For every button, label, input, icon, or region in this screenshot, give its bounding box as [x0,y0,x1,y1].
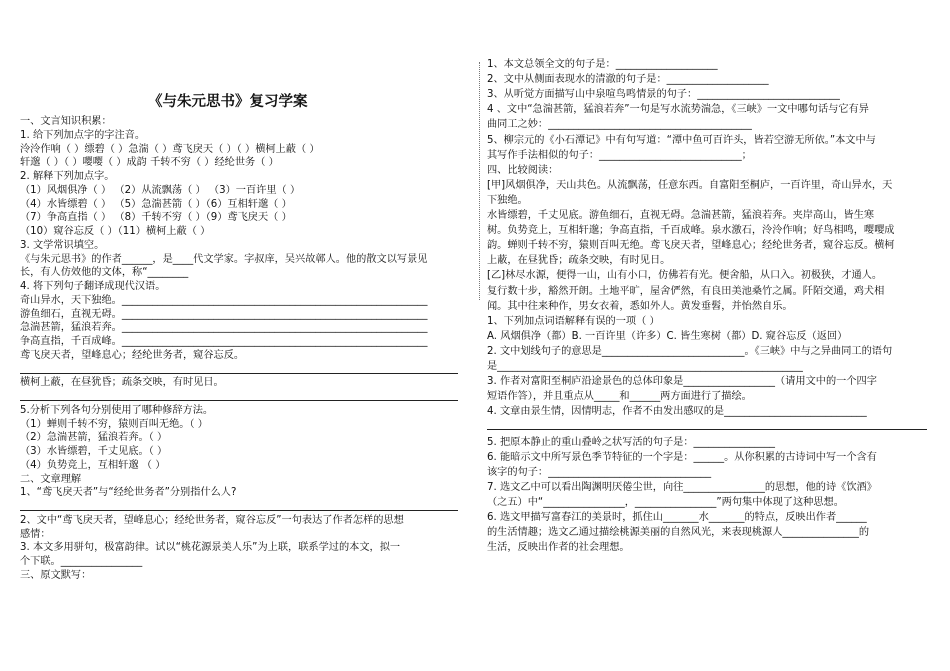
right-line: 4. 文章由景生情，因情明志，作者不由发出感叹的是____________________________ [487,406,867,418]
right-line: 3. 作者对富阳至桐庐沿途景色的总体印象是__________________（请用文中的一个四字 [487,376,877,388]
left-line: 一、文言知识积累： [20,116,112,127]
right-line: 韵。蝉则千转不穷，猿则百叫无绝。鸢飞戾天者，望峰息心；经纶世务者，窥谷忘反。横柯 [487,240,895,252]
left-line: 二、文章理解 [20,473,82,485]
right-line: 闻。其中往来种作，男女衣着，悉如外人。黄发垂髫，并怡然自乐。 [487,300,793,312]
right-line: 6. 能暗示文中所写景色季节特征的一个字是：______。从你积累的古诗词中写一个含有 [487,451,877,463]
right-line: 1、本文总领全文的句子是：____________________ [487,59,718,70]
left-line: 长，有人仿效他的文体，称“________ [20,267,189,279]
left-line: 横柯上蔽，在昼犹昏；疏条交映，有时见日。 [20,377,224,389]
page-title: 《与朱元思书》复习学案 [148,94,308,110]
right-line: 短语作答），并且重点从_____和______两方面进行了描绘。 [487,391,752,403]
right-line: 5、柳宗元的《小石潭记》中有句写道：“潭中鱼可百许头，皆若空游无所依。”本文中与 [487,134,876,146]
left-line: （7）争高直指（ ） （8）千转不穷（ ）（9）鸢飞戾天（ ） [20,212,292,224]
left-line: 三、原文默写： [20,569,92,581]
right-line: 水皆缥碧，千丈见底。游鱼细石，直视无碍。急湍甚箭，猛浪若奔。夹岸高山，皆生寒 [487,210,875,221]
answer-line [20,510,458,511]
left-line: 4. 将下列句子翻译成现代汉语。 [20,281,166,292]
left-line: （2）急湍甚箭，猛浪若奔。（ ） [20,432,168,444]
right-line: 2、文中从侧面表现水的清澈的句子是：____________________ [487,74,769,86]
left-line: （1）蝉则千转不穷，猿则百叫无绝。（ ） [20,418,208,430]
right-line: 该字的句子：________________________________ [487,466,712,478]
left-line: （4）负势竞上，互相轩邈 （ ） [20,459,166,471]
right-line: 1、下列加点词语解释有误的一项（ ） [487,315,660,327]
left-line: 争高直指，千百成峰。____________________________________________________________ [20,336,428,347]
answer-line [20,373,458,374]
right-line: （之五）中“________________，________________”两句集中体现了这种思想。 [487,496,844,508]
left-line: 鸢飞戾天者，望峰息心；经纶世务者，窥谷忘反。 [20,349,245,361]
left-line: 2、文中“鸢飞戾天者，望峰息心；经纶世务者，窥谷忘反”一句表达了作者怎样的思想 [20,514,404,526]
right-line: 是____________________________________________________________ [487,361,803,372]
left-line: 1. 给下列加点字的字注音。 [20,129,146,141]
right-line: 5. 把原本静止的重山叠岭之状写活的句子是：________________ [487,436,776,448]
right-line: 生活，反映出作者的社会理想。 [487,542,630,554]
left-line: 2. 解释下列加点字。 [20,171,115,182]
right-line: 树。负势竞上，互相轩邈；争高直指，千百成峰。泉水激石，泠泠作响；好鸟相鸣，嘤嘤成 [487,225,895,237]
left-line: 急湍甚箭，猛浪若奔。____________________________________________________________ [20,322,428,334]
answer-line [20,400,458,401]
left-line: 《与朱元思书》的作者______，是____代文学家。字叔庠，吴兴故鄣人。他的散文以写景见 [20,253,428,265]
right-line: [乙]林尽水源，便得一山，山有小口，仿佛若有光。便舍船，从口入。初极狭，才通人。 [487,270,883,282]
right-line: 曲同工之妙：________________________________________ [487,119,752,131]
left-line: 3. 本文多用骈句，极富韵律。试以“桃花源景美人乐”为上联，联系学过的本文，拟一 [20,542,401,554]
right-line: 下独绝。 [487,194,528,206]
right-line: 4 、文中“急湍甚箭，猛浪若奔”一句是写水流势湍急，《三峡》一文中哪句话与它有异 [487,104,869,116]
right-line: A. 风烟俱净（都）B. 一百许里（许多）C. 皆生寒树（都）D. 窥谷忘反（返回） [487,330,848,342]
column-divider [479,62,480,300]
left-line: （10）窥谷忘反（ ）（11）横柯上蔽（ ） [20,226,211,237]
right-line: 上蔽，在昼犹昏；疏条交映，有时见日。 [487,255,671,267]
right-line: [甲]风烟俱净，天山共色。从流飘荡，任意东西。自富阳至桐庐，一百许里，奇山异水，天 [487,179,893,191]
left-line: 奇山异水，天下独绝。____________________________________________________________ [20,294,428,306]
answer-line [487,429,927,430]
right-line: 3、从听觉方面描写山中泉喧鸟鸣情景的句子：____________________________ [487,89,840,101]
left-line: 泠泠作响（ ）缥碧（ ）急湍（ ）鸢飞戾天（ ）（ ）横柯上蔽（ ） [20,143,320,155]
right-line: 6. 选文甲描写富春江的美景时，抓住山_______水_______的特点，反映出作者______ [487,512,867,523]
right-line: 的生活情趣；选文乙通过描绘桃源美丽的自然风光，来表现桃源人_______________的 [487,527,870,539]
left-line: （4）水皆缥碧（ ） （5）急湍甚箭（ ）（6）互相轩邈（ ） [20,198,292,210]
right-line: 四、比较阅读： [487,164,559,176]
right-line: 其写作手法相似的句子：____________________________； [487,149,752,161]
left-line: 3. 文学常识填空。 [20,239,105,251]
left-line: 5.分析下列各句分别使用了哪种修辞方法。 [20,404,214,416]
left-line: 感情： [20,528,51,540]
right-line: 7. 选文乙中可以看出陶渊明厌倦尘世，向往________________的思想，他的诗《饮酒》 [487,481,877,493]
left-line: （3）水皆缥碧，千丈见底。（ ） [20,446,168,457]
left-line: 游鱼细石，直视无碍。____________________________________________________________ [20,308,428,320]
left-line: 1、“鸢飞戾天者”与“经纶世务者”分别指什么人? [20,487,237,499]
left-line: 个下联。________________ [20,556,143,567]
right-line: 2. 文中划线句子的意思是____________________________。《三峡》中与之异曲同工的语句 [487,345,893,357]
right-line: 复行数十步，豁然开朗。土地平旷，屋舍俨然，有良田美池桑竹之属。阡陌交通，鸡犬相 [487,285,885,297]
left-line: 轩邈（ ）（ ）嘤嘤（ ）成韵 千转不穷（ ）经纶世务（ ） [20,157,279,169]
left-line: （1）风烟俱净（ ） （2）从流飘荡（ ） （3）一百许里（ ） [20,184,301,196]
